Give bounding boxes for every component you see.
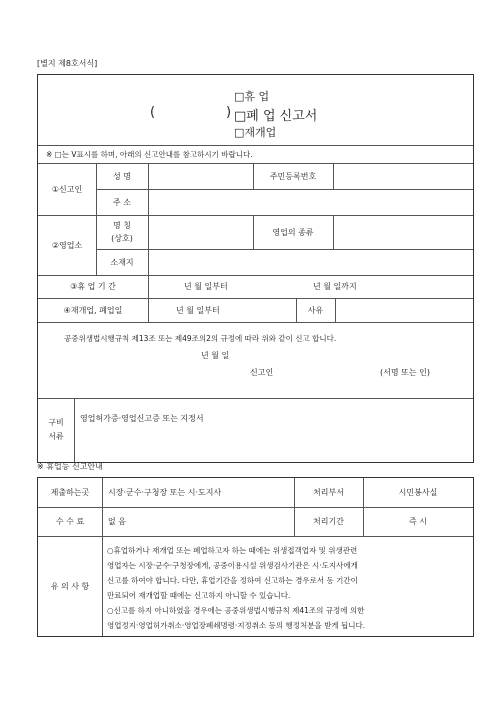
- period-value: 즉 시: [409, 517, 427, 526]
- form-number: [별지 제8호서식]: [37, 59, 98, 68]
- note-line: 신고를 하여야 합니다. 다만, 휴업기간을 정하여 신고하는 경우로서 동 기간이: [107, 576, 358, 585]
- reopen-date-label: ④재개업, 폐업일: [63, 305, 123, 315]
- location-field[interactable]: [149, 250, 469, 274]
- period-label: 처리기간: [313, 517, 344, 526]
- attachment-label-line2: 서류: [48, 432, 64, 441]
- rrn-label: 주민등록번호: [269, 171, 317, 181]
- instruction-text: ※ □는 V표시를 하며, 아래의 신고안내를 참고하시기 바랍니다.: [46, 149, 253, 159]
- business-name-label: [96, 215, 148, 249]
- notes-label: 유 의 사 항: [50, 581, 90, 591]
- fee-label: 수 수 료: [55, 517, 85, 526]
- attachment-content: 영업허가증·영업신고증 또는 지정서: [80, 413, 204, 423]
- name-field[interactable]: [149, 164, 252, 188]
- fee-value: 없 음: [108, 517, 126, 526]
- business-type-field[interactable]: [334, 216, 470, 248]
- title-paren-left: (: [150, 105, 156, 120]
- business-section-label: ②영업소: [51, 240, 83, 250]
- submit-value: 시장·군수·구청장 또는 시·도지사: [108, 488, 222, 497]
- name-label: 성 명: [113, 171, 131, 181]
- note-line: 만료되어 재개업할 때에는 신고하지 아니할 수 있습니다.: [107, 591, 291, 600]
- submit-label: 제출하는곳: [50, 488, 90, 497]
- reopen-date-field[interactable]: 년 월 일부터: [176, 305, 220, 315]
- business-name-field[interactable]: [149, 216, 252, 248]
- title-closure-option[interactable]: □휴 업: [234, 90, 270, 103]
- reason-field[interactable]: [336, 299, 469, 321]
- signature-label[interactable]: (서명 또는 인): [380, 368, 430, 377]
- business-name-label-text: 명 칭: [113, 221, 131, 230]
- guide-table: [37, 477, 474, 637]
- title-paren-right: ): [226, 105, 232, 120]
- closure-period-to[interactable]: 년 월 일까지: [313, 282, 357, 291]
- note-line: 영업정지·영업허가취소·영업장폐쇄명령·지정취소 등의 행정처분을 받게 됩니다.: [107, 621, 366, 630]
- dept-label: 처리부서: [313, 488, 344, 497]
- rrn-field[interactable]: [334, 164, 470, 188]
- declaration-text: 공중위생법시행규칙 제13조 또는 제49조의2의 규정에 따라 위와 같이 신고 합니다.: [64, 334, 337, 343]
- closure-period-label: ③휴 업 기 간: [70, 282, 116, 291]
- attachment-label-line1: 구비: [48, 418, 64, 427]
- note-line: ○신고를 하지 아니하였을 경우에는 공중위생법시행규칙 제41조의 규정에 의한: [107, 606, 365, 615]
- attachment-label: [38, 398, 74, 462]
- closure-period-from[interactable]: 년 월 일부터: [184, 282, 228, 291]
- note-line: ○휴업하거나 재개업 또는 폐업하고자 하는 때에는 위생접객업자 및 위생관련: [107, 546, 358, 555]
- business-type-label: 영업의 종류: [272, 227, 314, 237]
- address-label: 주 소: [113, 197, 131, 207]
- report-form: [37, 74, 474, 463]
- title-shutdown-option[interactable]: □폐 업 신고서: [234, 109, 318, 124]
- reporter-section-label: ①신고인: [51, 184, 83, 194]
- business-name-sub-label: (상호): [111, 234, 133, 243]
- title-reopen-option[interactable]: □재개업: [234, 126, 277, 139]
- guide-title: ※ 휴업등 신고안내: [37, 462, 103, 471]
- declaration-reporter-label: 신고인: [250, 368, 274, 377]
- dept-value: 시민봉사실: [398, 488, 438, 497]
- declaration-date[interactable]: 년 월 일: [201, 351, 230, 360]
- location-label: 소재지: [110, 257, 134, 267]
- note-line: 영업자는 시장·군수·구청장에게, 공중이용시설 위생검사기관은 시·도지사에게: [107, 561, 358, 570]
- reason-label: 사유: [307, 305, 324, 315]
- address-field[interactable]: [149, 190, 469, 214]
